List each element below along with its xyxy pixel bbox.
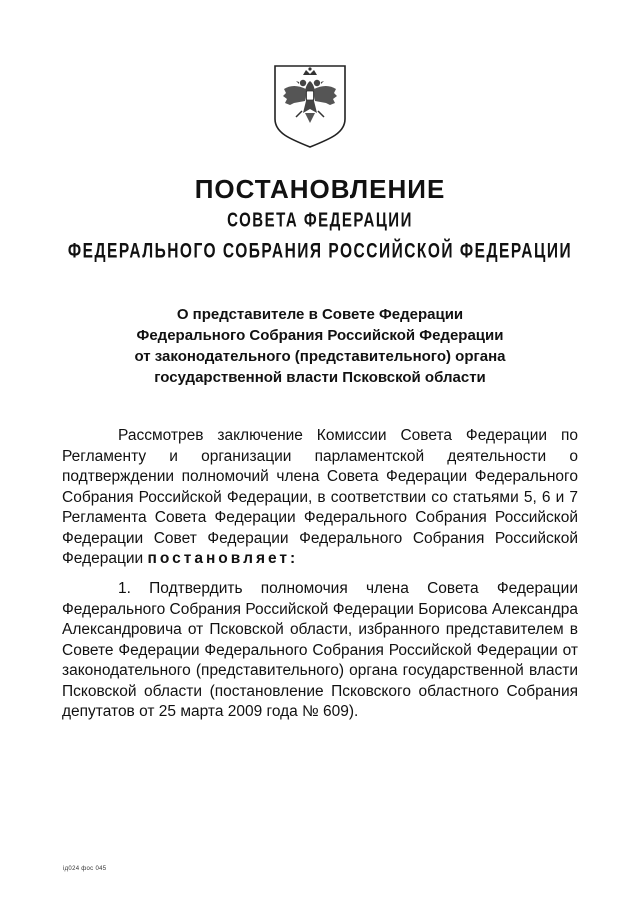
clause-1-text: 1. Подтвердить полномочия члена Совета Федерации Федерального Собрания Российской Федерации Борисова Александра Александровича от Псковской области, избранного представителем в Совете Федерации Федерального Собрания Российской Федерации от законодательного (представительного) органа государственной власти Псковской области (постановление Псковского областного Собрания депутатов от 25 марта 2009 года № 609). [62, 580, 578, 720]
preamble-paragraph [62, 426, 578, 570]
issuer-line-2: ФЕДЕРАЛЬНОГО СОБРАНИЯ РОССИЙСКОЙ ФЕДЕРАЦИИ [67, 239, 573, 263]
subject-line-3: от законодательного (представительного) органа [134, 348, 506, 365]
subject-line-2: Федерального Собрания Российской Федерации [136, 327, 504, 344]
clause-1-paragraph [62, 579, 578, 723]
preamble-text: Рассмотрев заключение Комиссии Совета Федерации по Регламенту и организации парламентской деятельности о подтверждении полномочий члена Совета Федерации Федерального Собрания Российской Федерации, в соответствии со статьями 5, 6 и 7 Регламента Совета Федерации Федерального Собрания Российской Федерации Совет Федерации Федерального Собрания Российской Федерации [62, 427, 578, 567]
subject-line-1: О представителе в Совете Федерации [176, 306, 464, 323]
footer-code: ід024 фос 045 [63, 866, 107, 872]
issuer-line-1: СОВЕТА ФЕДЕРАЦИИ [227, 209, 413, 232]
decree-word: постановляет: [147, 550, 299, 567]
coat-of-arms-icon [272, 63, 348, 149]
document-type-title: ПОСТАНОВЛЕНИЕ [194, 174, 446, 204]
document-subject [80, 304, 560, 388]
subject-line-4: государственной власти Псковской области [154, 369, 486, 386]
